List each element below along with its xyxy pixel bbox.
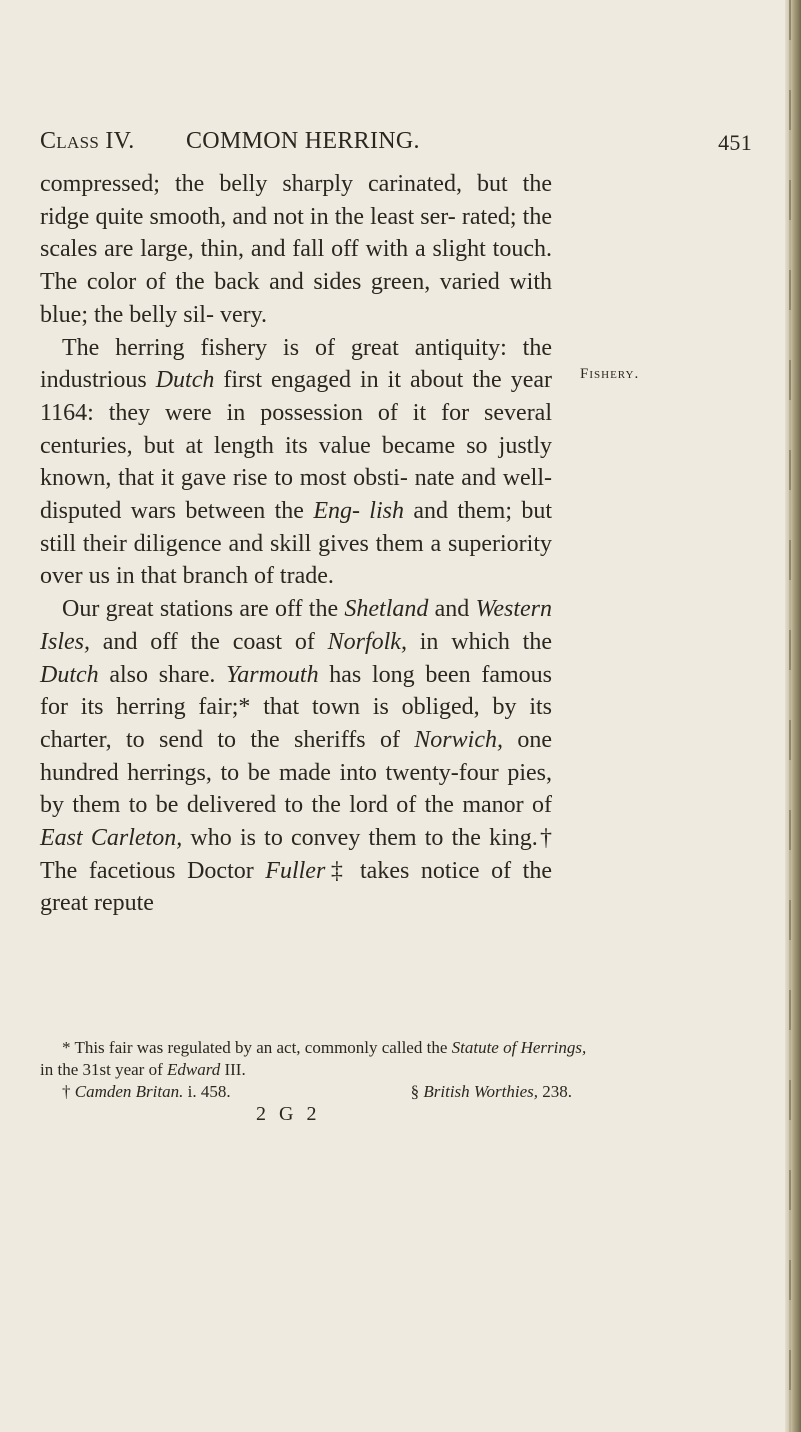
- paragraph: [40, 168, 552, 332]
- text-run: who is to convey them to the king.† The facetious Doctor: [40, 825, 552, 884]
- class-label: Class IV.: [40, 128, 135, 154]
- text-run: first engaged in it about the year 1164: they were in possession of it for several centuries, but at length its value became so justly known, that it gave rise to most obsti- nate and well-disputed wars between the: [40, 367, 552, 525]
- text-run: §: [410, 1082, 424, 1101]
- text-run: Our great stations are off the: [62, 596, 345, 623]
- text-run: in which the: [406, 628, 553, 655]
- footnote: [62, 1081, 231, 1103]
- text-run: 238.: [538, 1082, 572, 1101]
- text-run: in the 31st year of: [40, 1060, 167, 1079]
- italic-run: Norwich,: [414, 726, 503, 753]
- running-header: [40, 128, 752, 164]
- italic-run: Western Isles,: [40, 596, 553, 655]
- margin-note: Fishery.: [580, 366, 640, 382]
- text-run: has long been famous for its herring fair;* that town is obliged, by its charter, to send to the sheriffs of: [40, 661, 553, 753]
- text-run: compressed; the belly sharply carinated, but the ridge quite smooth, and not in the least ser- rated; the scales are large, thin, and fall off with a slight touch. The color of the back and sides green, varied with blue; the belly sil- very.: [40, 171, 552, 328]
- paragraph: [40, 332, 552, 594]
- italic-run: East Carleton,: [40, 825, 183, 852]
- text-run: ‡ takes notice of the great repute: [40, 857, 552, 917]
- italic-run: Yarmouth: [226, 661, 319, 688]
- text-run: one hundred herrings, to be made into twenty-four pies, by them to be delivered to the lord of the manor of: [40, 726, 552, 819]
- page-title: COMMON HERRING.: [186, 128, 420, 154]
- italic-run: Fuller: [265, 857, 326, 884]
- text-run: †: [62, 1082, 75, 1101]
- page-number: 451: [718, 130, 752, 155]
- footnote: [40, 1037, 600, 1081]
- main-text: [40, 168, 552, 920]
- text-run: The herring fishery is of great antiquity: the industrious: [40, 334, 552, 394]
- footnote: [411, 1081, 572, 1103]
- paragraph: [40, 593, 552, 920]
- text-run: also share.: [98, 661, 227, 688]
- italic-run: Edward: [167, 1060, 221, 1079]
- footnote-row: [40, 1081, 572, 1103]
- text-run: i. 458.: [183, 1082, 231, 1101]
- text-run: and off the coast of: [90, 628, 328, 655]
- italic-run: Eng- lish: [313, 498, 404, 525]
- italic-run: Shetland: [344, 596, 429, 623]
- italic-run: Dutch: [155, 367, 215, 394]
- italic-run: Camden Britan.: [74, 1082, 184, 1101]
- text-run: and: [428, 596, 476, 623]
- italic-run: British Worthies,: [423, 1082, 538, 1101]
- italic-run: Dutch: [40, 661, 99, 688]
- page-edge: [785, 0, 801, 1432]
- text-run: * This fair was regulated by an act, commonly called the: [62, 1038, 452, 1057]
- italic-run: Norfolk,: [327, 628, 407, 655]
- signature-mark: 2 G 2: [256, 1103, 321, 1125]
- italic-run: Statute of Herrings,: [451, 1038, 587, 1057]
- text-run: III.: [220, 1060, 246, 1079]
- text-run: and them; but still their diligence and skill gives them a superiority over us in that branch of trade.: [40, 498, 553, 590]
- footnotes: [40, 1037, 600, 1103]
